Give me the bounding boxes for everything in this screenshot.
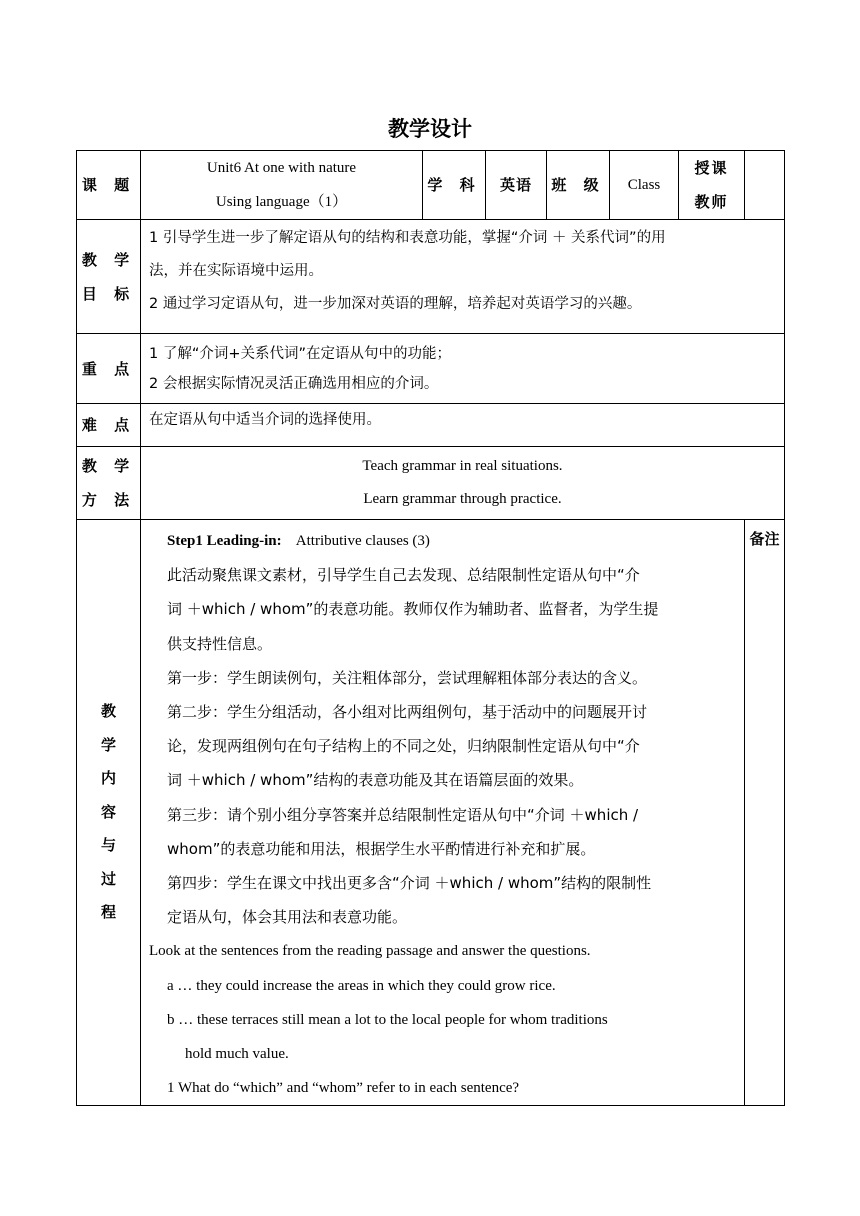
step-subtitle: Attributive clauses (3) (295, 533, 430, 549)
p3-line-1: 第二步：学生分组活动，各小组对比两组例句，基于活动中的问题展开讨 (167, 703, 648, 722)
p2-line-1: 第一步：学生朗读例句，关注粗体部分，尝试理解粗体部分表达的含义。 (167, 668, 648, 687)
class-label: 班 级 (547, 151, 610, 220)
process-label-char: 容 (100, 802, 116, 821)
subject-value: 英语 (486, 151, 547, 220)
key-points-line-2: 2 会根据实际情况灵活正确选用相应的介词。 (149, 375, 439, 392)
objectives-line-2: 法，并在实际语境中运用。 (149, 263, 323, 279)
key-points-label: 重 点 (77, 334, 141, 404)
difficulties-content: 在定语从句中适当介词的选择使用。 (141, 404, 785, 447)
notes-label: 备注 (749, 530, 780, 548)
process-label-char: 教 (100, 702, 116, 721)
objectives-line-1: 1 引导学生进一步了解定语从句的结构和表意功能，掌握“介词 ＋ 关系代词”的用 (149, 230, 666, 246)
lesson-plan-table (76, 150, 785, 1106)
topic-line-2: Using language（1） (215, 194, 348, 210)
objectives-label-1: 教 学 (81, 250, 136, 269)
topic-value (141, 151, 423, 220)
teacher-label (679, 151, 745, 220)
methods-line-1: Teach grammar in real situations. (362, 458, 563, 474)
methods-label-1: 教 学 (81, 457, 136, 475)
key-points-content (141, 334, 785, 404)
process-label-char: 与 (100, 836, 116, 855)
p1-line-2: 词 ＋which / whom”的表意功能。教师仅作为辅助者、监督者，为学生提 (167, 600, 659, 619)
header-row (77, 151, 785, 220)
objectives-label-2: 目 标 (81, 284, 136, 303)
process-label-char: 学 (100, 735, 116, 754)
p4-line-2: whom”的表意功能和用法，根据学生水平酌情进行补充和扩展。 (167, 839, 596, 858)
process-label-char: 程 (100, 903, 116, 922)
sentence-b-line-2: hold much value. (185, 1046, 289, 1063)
process-content (141, 520, 745, 1106)
process-row (77, 520, 785, 1106)
teacher-value (745, 151, 785, 220)
teacher-label-2: 教师 (694, 193, 729, 211)
objectives-content (141, 220, 785, 334)
p4-line-1: 第三步：请个别小组分享答案并总结限制性定语从句中“介词 ＋which / (167, 805, 639, 824)
key-points-row (77, 334, 785, 404)
methods-content (141, 447, 785, 520)
topic-line-1: Unit6 At one with nature (206, 160, 357, 176)
p1-line-1: 此活动聚焦课文素材，引导学生自己去发现、总结限制性定语从句中“介 (167, 566, 640, 585)
step-heading (149, 524, 736, 558)
methods-row (77, 447, 785, 520)
question-1: 1 What do “which” and “whom” refer to in each sentence? (167, 1080, 520, 1097)
topic-label: 课 题 (77, 151, 141, 220)
methods-label-2: 方 法 (81, 491, 136, 509)
p1-line-3: 供支持性信息。 (167, 634, 273, 653)
page-title: 教学设计 (388, 117, 472, 141)
process-label-char: 过 (100, 869, 116, 888)
process-label-char: 内 (100, 769, 116, 788)
p3-line-3: 词 ＋which / whom”结构的表意功能及其在语篇层面的效果。 (167, 771, 584, 790)
methods-line-2: Learn grammar through practice. (363, 491, 562, 507)
p5-line-2: 定语从句，体会其用法和表意功能。 (167, 908, 408, 927)
notes-column (745, 520, 785, 1106)
sentence-a: a … they could increase the areas in which they could grow rice. (167, 977, 556, 994)
methods-label (77, 447, 141, 520)
objectives-label (77, 220, 141, 334)
class-value: Class (610, 151, 679, 220)
teacher-label-1: 授课 (694, 159, 729, 177)
sentence-b-line-1: b … these terraces still mean a lot to the local people for whom traditions (167, 1011, 608, 1028)
difficulties-row (77, 404, 785, 447)
difficulties-label: 难 点 (77, 404, 141, 447)
objectives-row (77, 220, 785, 334)
process-label (77, 520, 141, 1106)
p3-line-2: 论，发现两组例句在句子结构上的不同之处，归纳限制性定语从句中“介 (167, 737, 640, 756)
instruction: Look at the sentences from the reading passage and answer the questions. (149, 943, 591, 960)
objectives-line-3: 2 通过学习定语从句，进一步加深对英语的理解，培养起对英语学习的兴趣。 (149, 296, 642, 312)
p5-line-1: 第四步：学生在课文中找出更多含“介词 ＋which / whom”结构的限制性 (167, 874, 652, 893)
step-title: Step1 Leading-in: (167, 533, 282, 549)
key-points-line-1: 1 了解“介词+关系代词”在定语从句中的功能； (149, 345, 452, 362)
subject-label: 学 科 (423, 151, 486, 220)
